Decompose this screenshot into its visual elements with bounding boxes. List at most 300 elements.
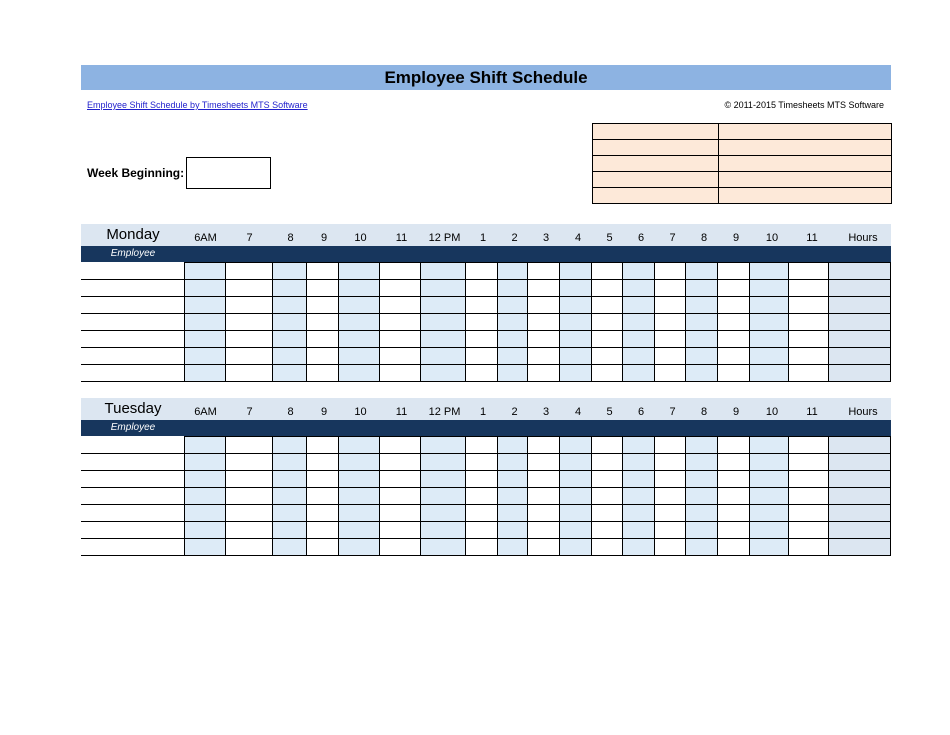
shift-cell[interactable]	[339, 454, 380, 471]
shift-cell[interactable]	[560, 539, 592, 556]
shift-cell[interactable]	[465, 437, 497, 454]
shift-cell[interactable]	[420, 488, 465, 505]
shift-cell[interactable]	[623, 505, 655, 522]
shift-cell[interactable]	[380, 280, 421, 297]
shift-cell[interactable]	[717, 297, 749, 314]
shift-cell[interactable]	[185, 522, 226, 539]
shift-cell[interactable]	[717, 280, 749, 297]
shift-cell[interactable]	[185, 348, 226, 365]
shift-cell[interactable]	[528, 437, 560, 454]
shift-cell[interactable]	[225, 280, 272, 297]
shift-cell[interactable]	[420, 454, 465, 471]
shift-cell[interactable]	[339, 539, 380, 556]
hour-label: 4	[574, 232, 582, 244]
shift-cell[interactable]	[592, 314, 623, 331]
shift-cell[interactable]	[225, 539, 272, 556]
shift-cell[interactable]	[528, 297, 560, 314]
shift-cell[interactable]	[497, 331, 528, 348]
info-cell[interactable]	[593, 188, 719, 204]
shift-cell[interactable]	[528, 539, 560, 556]
info-cell[interactable]	[719, 124, 892, 140]
shift-cell[interactable]	[339, 437, 380, 454]
shift-cell[interactable]	[560, 314, 592, 331]
shift-cell[interactable]	[717, 471, 749, 488]
shift-cell[interactable]	[685, 454, 717, 471]
shift-cell[interactable]	[307, 263, 339, 280]
shift-cell[interactable]	[528, 488, 560, 505]
shift-cell[interactable]	[225, 348, 272, 365]
shift-cell[interactable]	[654, 471, 685, 488]
shift-cell[interactable]	[654, 365, 685, 382]
shift-cell[interactable]	[654, 505, 685, 522]
shift-cell[interactable]	[749, 488, 789, 505]
shift-cell[interactable]	[380, 505, 421, 522]
shift-cell[interactable]	[339, 314, 380, 331]
shift-cell[interactable]	[685, 522, 717, 539]
shift-cell[interactable]	[307, 365, 339, 382]
shift-cell[interactable]	[789, 539, 829, 556]
shift-cell[interactable]	[272, 263, 307, 280]
shift-cell[interactable]	[749, 505, 789, 522]
shift-cell[interactable]	[497, 365, 528, 382]
shift-cell[interactable]	[592, 365, 623, 382]
shift-cell[interactable]	[339, 348, 380, 365]
shift-cell[interactable]	[225, 488, 272, 505]
info-cell[interactable]	[719, 188, 892, 204]
shift-cell[interactable]	[749, 437, 789, 454]
shift-cell[interactable]	[592, 539, 623, 556]
shift-cell[interactable]	[749, 454, 789, 471]
shift-cell[interactable]	[185, 280, 226, 297]
shift-cell[interactable]	[307, 314, 339, 331]
shift-cell[interactable]	[749, 297, 789, 314]
shift-cell[interactable]	[654, 488, 685, 505]
shift-cell[interactable]	[623, 539, 655, 556]
shift-cell[interactable]	[717, 437, 749, 454]
employee-name-cell[interactable]	[81, 348, 185, 365]
shift-cell[interactable]	[654, 331, 685, 348]
software-link[interactable]: Employee Shift Schedule by Timesheets MTS Software	[87, 100, 308, 110]
shift-cell[interactable]	[528, 522, 560, 539]
shift-cell[interactable]	[717, 263, 749, 280]
shift-cell[interactable]	[185, 331, 226, 348]
shift-cell[interactable]	[497, 280, 528, 297]
shift-cell[interactable]	[225, 297, 272, 314]
shift-cell[interactable]	[528, 365, 560, 382]
shift-cell[interactable]	[685, 297, 717, 314]
shift-cell[interactable]	[272, 505, 307, 522]
week-beginning-input[interactable]	[186, 157, 271, 189]
shift-cell[interactable]	[528, 263, 560, 280]
shift-cell[interactable]	[380, 522, 421, 539]
shift-cell[interactable]	[497, 522, 528, 539]
shift-cell[interactable]	[185, 488, 226, 505]
shift-cell[interactable]	[380, 365, 421, 382]
shift-cell[interactable]	[339, 471, 380, 488]
shift-cell[interactable]	[528, 348, 560, 365]
shift-cell[interactable]	[528, 505, 560, 522]
shift-cell[interactable]	[749, 522, 789, 539]
shift-cell[interactable]	[685, 280, 717, 297]
employee-name-cell[interactable]	[81, 280, 185, 297]
shift-cell[interactable]	[685, 471, 717, 488]
shift-cell[interactable]	[420, 280, 465, 297]
shift-cell[interactable]	[185, 454, 226, 471]
hours-total-cell[interactable]	[829, 314, 891, 331]
shift-cell[interactable]	[497, 297, 528, 314]
shift-cell[interactable]	[654, 297, 685, 314]
shift-cell[interactable]	[307, 505, 339, 522]
shift-cell[interactable]	[685, 331, 717, 348]
shift-cell[interactable]	[420, 505, 465, 522]
shift-cell[interactable]	[560, 263, 592, 280]
shift-cell[interactable]	[789, 505, 829, 522]
shift-cell[interactable]	[560, 454, 592, 471]
shift-cell[interactable]	[528, 471, 560, 488]
shift-cell[interactable]	[225, 522, 272, 539]
shift-cell[interactable]	[654, 437, 685, 454]
shift-cell[interactable]	[749, 331, 789, 348]
shift-cell[interactable]	[465, 297, 497, 314]
hours-total-cell[interactable]	[829, 437, 891, 454]
shift-cell[interactable]	[717, 348, 749, 365]
shift-cell[interactable]	[789, 348, 829, 365]
shift-cell[interactable]	[654, 522, 685, 539]
shift-cell[interactable]	[749, 263, 789, 280]
shift-cell[interactable]	[225, 314, 272, 331]
employee-name-cell[interactable]	[81, 505, 185, 522]
shift-cell[interactable]	[339, 365, 380, 382]
shift-cell[interactable]	[185, 263, 226, 280]
shift-cell[interactable]	[717, 454, 749, 471]
shift-cell[interactable]	[225, 454, 272, 471]
shift-cell[interactable]	[528, 280, 560, 297]
shift-cell[interactable]	[560, 297, 592, 314]
shift-cell[interactable]	[789, 331, 829, 348]
shift-cell[interactable]	[339, 297, 380, 314]
shift-cell[interactable]	[717, 331, 749, 348]
shift-cell[interactable]	[272, 488, 307, 505]
shift-cell[interactable]	[789, 263, 829, 280]
shift-cell[interactable]	[307, 280, 339, 297]
hours-total-cell[interactable]	[829, 522, 891, 539]
shift-cell[interactable]	[225, 365, 272, 382]
shift-cell[interactable]	[789, 365, 829, 382]
info-cell[interactable]	[593, 156, 719, 172]
shift-cell[interactable]	[420, 471, 465, 488]
shift-cell[interactable]	[272, 471, 307, 488]
shift-cell[interactable]	[465, 263, 497, 280]
shift-cell[interactable]	[592, 263, 623, 280]
hour-label: 9	[320, 406, 328, 418]
shift-cell[interactable]	[560, 505, 592, 522]
shift-cell[interactable]	[307, 348, 339, 365]
shift-cell[interactable]	[307, 297, 339, 314]
shift-cell[interactable]	[685, 365, 717, 382]
shift-cell[interactable]	[307, 454, 339, 471]
shift-cell[interactable]	[272, 297, 307, 314]
shift-cell[interactable]	[749, 348, 789, 365]
shift-cell[interactable]	[307, 437, 339, 454]
shift-cell[interactable]	[339, 505, 380, 522]
shift-cell[interactable]	[789, 488, 829, 505]
shift-cell[interactable]	[560, 488, 592, 505]
shift-cell[interactable]	[420, 297, 465, 314]
shift-cell[interactable]	[789, 454, 829, 471]
shift-cell[interactable]	[497, 488, 528, 505]
shift-cell[interactable]	[685, 488, 717, 505]
shift-cell[interactable]	[465, 454, 497, 471]
hours-total-label: Hours	[848, 232, 878, 244]
shift-cell[interactable]	[717, 314, 749, 331]
shift-cell[interactable]	[623, 454, 655, 471]
shift-cell[interactable]	[623, 488, 655, 505]
shift-cell[interactable]	[497, 437, 528, 454]
shift-cell[interactable]	[465, 314, 497, 331]
shift-cell[interactable]	[225, 505, 272, 522]
shift-cell[interactable]	[307, 522, 339, 539]
employee-name-cell[interactable]	[81, 437, 185, 454]
shift-cell[interactable]	[465, 505, 497, 522]
hours-total-cell[interactable]	[829, 471, 891, 488]
shift-cell[interactable]	[654, 539, 685, 556]
shift-cell[interactable]	[225, 263, 272, 280]
shift-cell[interactable]	[380, 331, 421, 348]
shift-cell[interactable]	[623, 522, 655, 539]
shift-cell[interactable]	[185, 314, 226, 331]
shift-cell[interactable]	[380, 348, 421, 365]
shift-cell[interactable]	[225, 471, 272, 488]
employee-name-cell[interactable]	[81, 314, 185, 331]
hours-total-cell[interactable]	[829, 331, 891, 348]
shift-cell[interactable]	[592, 454, 623, 471]
shift-cell[interactable]	[465, 365, 497, 382]
shift-cell[interactable]	[497, 505, 528, 522]
shift-cell[interactable]	[420, 365, 465, 382]
shift-cell[interactable]	[380, 263, 421, 280]
hours-total-cell[interactable]	[829, 454, 891, 471]
shift-cell[interactable]	[528, 314, 560, 331]
hours-total-cell[interactable]	[829, 488, 891, 505]
shift-cell[interactable]	[420, 331, 465, 348]
shift-cell[interactable]	[307, 539, 339, 556]
shift-cell[interactable]	[497, 348, 528, 365]
shift-cell[interactable]	[465, 539, 497, 556]
shift-cell[interactable]	[420, 314, 465, 331]
shift-cell[interactable]	[497, 314, 528, 331]
shift-cell[interactable]	[497, 263, 528, 280]
shift-cell[interactable]	[654, 280, 685, 297]
shift-cell[interactable]	[592, 280, 623, 297]
hours-total-cell[interactable]	[829, 263, 891, 280]
table-row	[81, 471, 891, 488]
shift-cell[interactable]	[560, 365, 592, 382]
shift-cell[interactable]	[623, 471, 655, 488]
employee-name-cell[interactable]	[81, 539, 185, 556]
hours-total-cell[interactable]	[829, 297, 891, 314]
hour-label: 6	[637, 406, 645, 418]
shift-cell[interactable]	[339, 331, 380, 348]
shift-cell[interactable]	[623, 297, 655, 314]
shift-cell[interactable]	[749, 280, 789, 297]
employee-name-cell[interactable]	[81, 331, 185, 348]
shift-cell[interactable]	[528, 454, 560, 471]
shift-cell[interactable]	[749, 314, 789, 331]
shift-cell[interactable]	[560, 348, 592, 365]
shift-cell[interactable]	[560, 331, 592, 348]
shift-cell[interactable]	[272, 454, 307, 471]
shift-cell[interactable]	[717, 539, 749, 556]
shift-cell[interactable]	[380, 539, 421, 556]
shift-cell[interactable]	[789, 280, 829, 297]
shift-cell[interactable]	[420, 522, 465, 539]
employee-name-cell[interactable]	[81, 522, 185, 539]
shift-cell[interactable]	[623, 348, 655, 365]
shift-cell[interactable]	[623, 263, 655, 280]
shift-cell[interactable]	[465, 488, 497, 505]
info-cell[interactable]	[719, 156, 892, 172]
shift-cell[interactable]	[272, 348, 307, 365]
shift-cell[interactable]	[380, 437, 421, 454]
employee-name-cell[interactable]	[81, 365, 185, 382]
shift-cell[interactable]	[465, 331, 497, 348]
shift-cell[interactable]	[272, 437, 307, 454]
hour-label: 9	[732, 406, 740, 418]
hours-total-cell[interactable]	[829, 348, 891, 365]
employee-name-cell[interactable]	[81, 471, 185, 488]
shift-cell[interactable]	[497, 454, 528, 471]
shift-cell[interactable]	[623, 331, 655, 348]
shift-cell[interactable]	[272, 331, 307, 348]
shift-cell[interactable]	[272, 314, 307, 331]
shift-cell[interactable]	[272, 539, 307, 556]
shift-cell[interactable]	[185, 437, 226, 454]
shift-cell[interactable]	[339, 280, 380, 297]
info-cell[interactable]	[593, 140, 719, 156]
shift-cell[interactable]	[654, 314, 685, 331]
shift-cell[interactable]	[717, 365, 749, 382]
shift-cell[interactable]	[420, 539, 465, 556]
shift-cell[interactable]	[185, 365, 226, 382]
day-header	[81, 398, 891, 420]
shift-cell[interactable]	[685, 263, 717, 280]
shift-cell[interactable]	[560, 437, 592, 454]
shift-cell[interactable]	[592, 348, 623, 365]
shift-cell[interactable]	[623, 437, 655, 454]
hours-total-cell[interactable]	[829, 539, 891, 556]
employee-name-cell[interactable]	[81, 488, 185, 505]
shift-cell[interactable]	[307, 331, 339, 348]
shift-cell[interactable]	[592, 522, 623, 539]
shift-cell[interactable]	[380, 314, 421, 331]
shift-cell[interactable]	[225, 331, 272, 348]
hours-total-cell[interactable]	[829, 280, 891, 297]
shift-cell[interactable]	[623, 365, 655, 382]
info-cell[interactable]	[593, 124, 719, 140]
shift-cell[interactable]	[685, 539, 717, 556]
shift-cell[interactable]	[789, 471, 829, 488]
shift-cell[interactable]	[420, 348, 465, 365]
shift-cell[interactable]	[592, 437, 623, 454]
shift-cell[interactable]	[380, 471, 421, 488]
shift-cell[interactable]	[749, 471, 789, 488]
shift-cell[interactable]	[339, 522, 380, 539]
shift-cell[interactable]	[380, 454, 421, 471]
hours-total-cell[interactable]	[829, 365, 891, 382]
shift-cell[interactable]	[185, 539, 226, 556]
shift-cell[interactable]	[685, 348, 717, 365]
shift-cell[interactable]	[307, 488, 339, 505]
shift-cell[interactable]	[685, 505, 717, 522]
table-row	[81, 539, 891, 556]
shift-cell[interactable]	[654, 263, 685, 280]
shift-cell[interactable]	[272, 522, 307, 539]
shift-cell[interactable]	[749, 365, 789, 382]
shift-cell[interactable]	[465, 348, 497, 365]
shift-cell[interactable]	[717, 505, 749, 522]
shift-cell[interactable]	[789, 522, 829, 539]
shift-cell[interactable]	[339, 263, 380, 280]
shift-cell[interactable]	[789, 297, 829, 314]
shift-cell[interactable]	[497, 471, 528, 488]
shift-cell[interactable]	[497, 539, 528, 556]
shift-cell[interactable]	[592, 331, 623, 348]
shift-cell[interactable]	[272, 280, 307, 297]
shift-cell[interactable]	[465, 280, 497, 297]
shift-cell[interactable]	[307, 471, 339, 488]
shift-cell[interactable]	[789, 314, 829, 331]
shift-cell[interactable]	[654, 348, 685, 365]
shift-cell[interactable]	[623, 280, 655, 297]
hours-total-cell[interactable]	[829, 505, 891, 522]
info-cell[interactable]	[719, 172, 892, 188]
shift-cell[interactable]	[339, 488, 380, 505]
shift-cell[interactable]	[465, 471, 497, 488]
info-cell[interactable]	[719, 140, 892, 156]
shift-cell[interactable]	[528, 331, 560, 348]
employee-name-cell[interactable]	[81, 263, 185, 280]
shift-cell[interactable]	[717, 488, 749, 505]
shift-cell[interactable]	[185, 505, 226, 522]
shift-cell[interactable]	[560, 471, 592, 488]
shift-cell[interactable]	[685, 314, 717, 331]
employee-name-cell[interactable]	[81, 297, 185, 314]
shift-cell[interactable]	[789, 437, 829, 454]
shift-cell[interactable]	[380, 297, 421, 314]
shift-cell[interactable]	[185, 471, 226, 488]
employee-name-cell[interactable]	[81, 454, 185, 471]
shift-cell[interactable]	[185, 297, 226, 314]
shift-cell[interactable]	[592, 297, 623, 314]
shift-cell[interactable]	[749, 539, 789, 556]
info-cell[interactable]	[593, 172, 719, 188]
shift-cell[interactable]	[380, 488, 421, 505]
shift-cell[interactable]	[654, 454, 685, 471]
shift-cell[interactable]	[592, 505, 623, 522]
shift-cell[interactable]	[560, 280, 592, 297]
shift-cell[interactable]	[592, 488, 623, 505]
shift-cell[interactable]	[420, 437, 465, 454]
shift-cell[interactable]	[225, 437, 272, 454]
shift-cell[interactable]	[420, 263, 465, 280]
shift-cell[interactable]	[685, 437, 717, 454]
shift-cell[interactable]	[560, 522, 592, 539]
shift-cell[interactable]	[592, 471, 623, 488]
shift-cell[interactable]	[465, 522, 497, 539]
shift-cell[interactable]	[272, 365, 307, 382]
shift-cell[interactable]	[623, 314, 655, 331]
shift-cell[interactable]	[717, 522, 749, 539]
